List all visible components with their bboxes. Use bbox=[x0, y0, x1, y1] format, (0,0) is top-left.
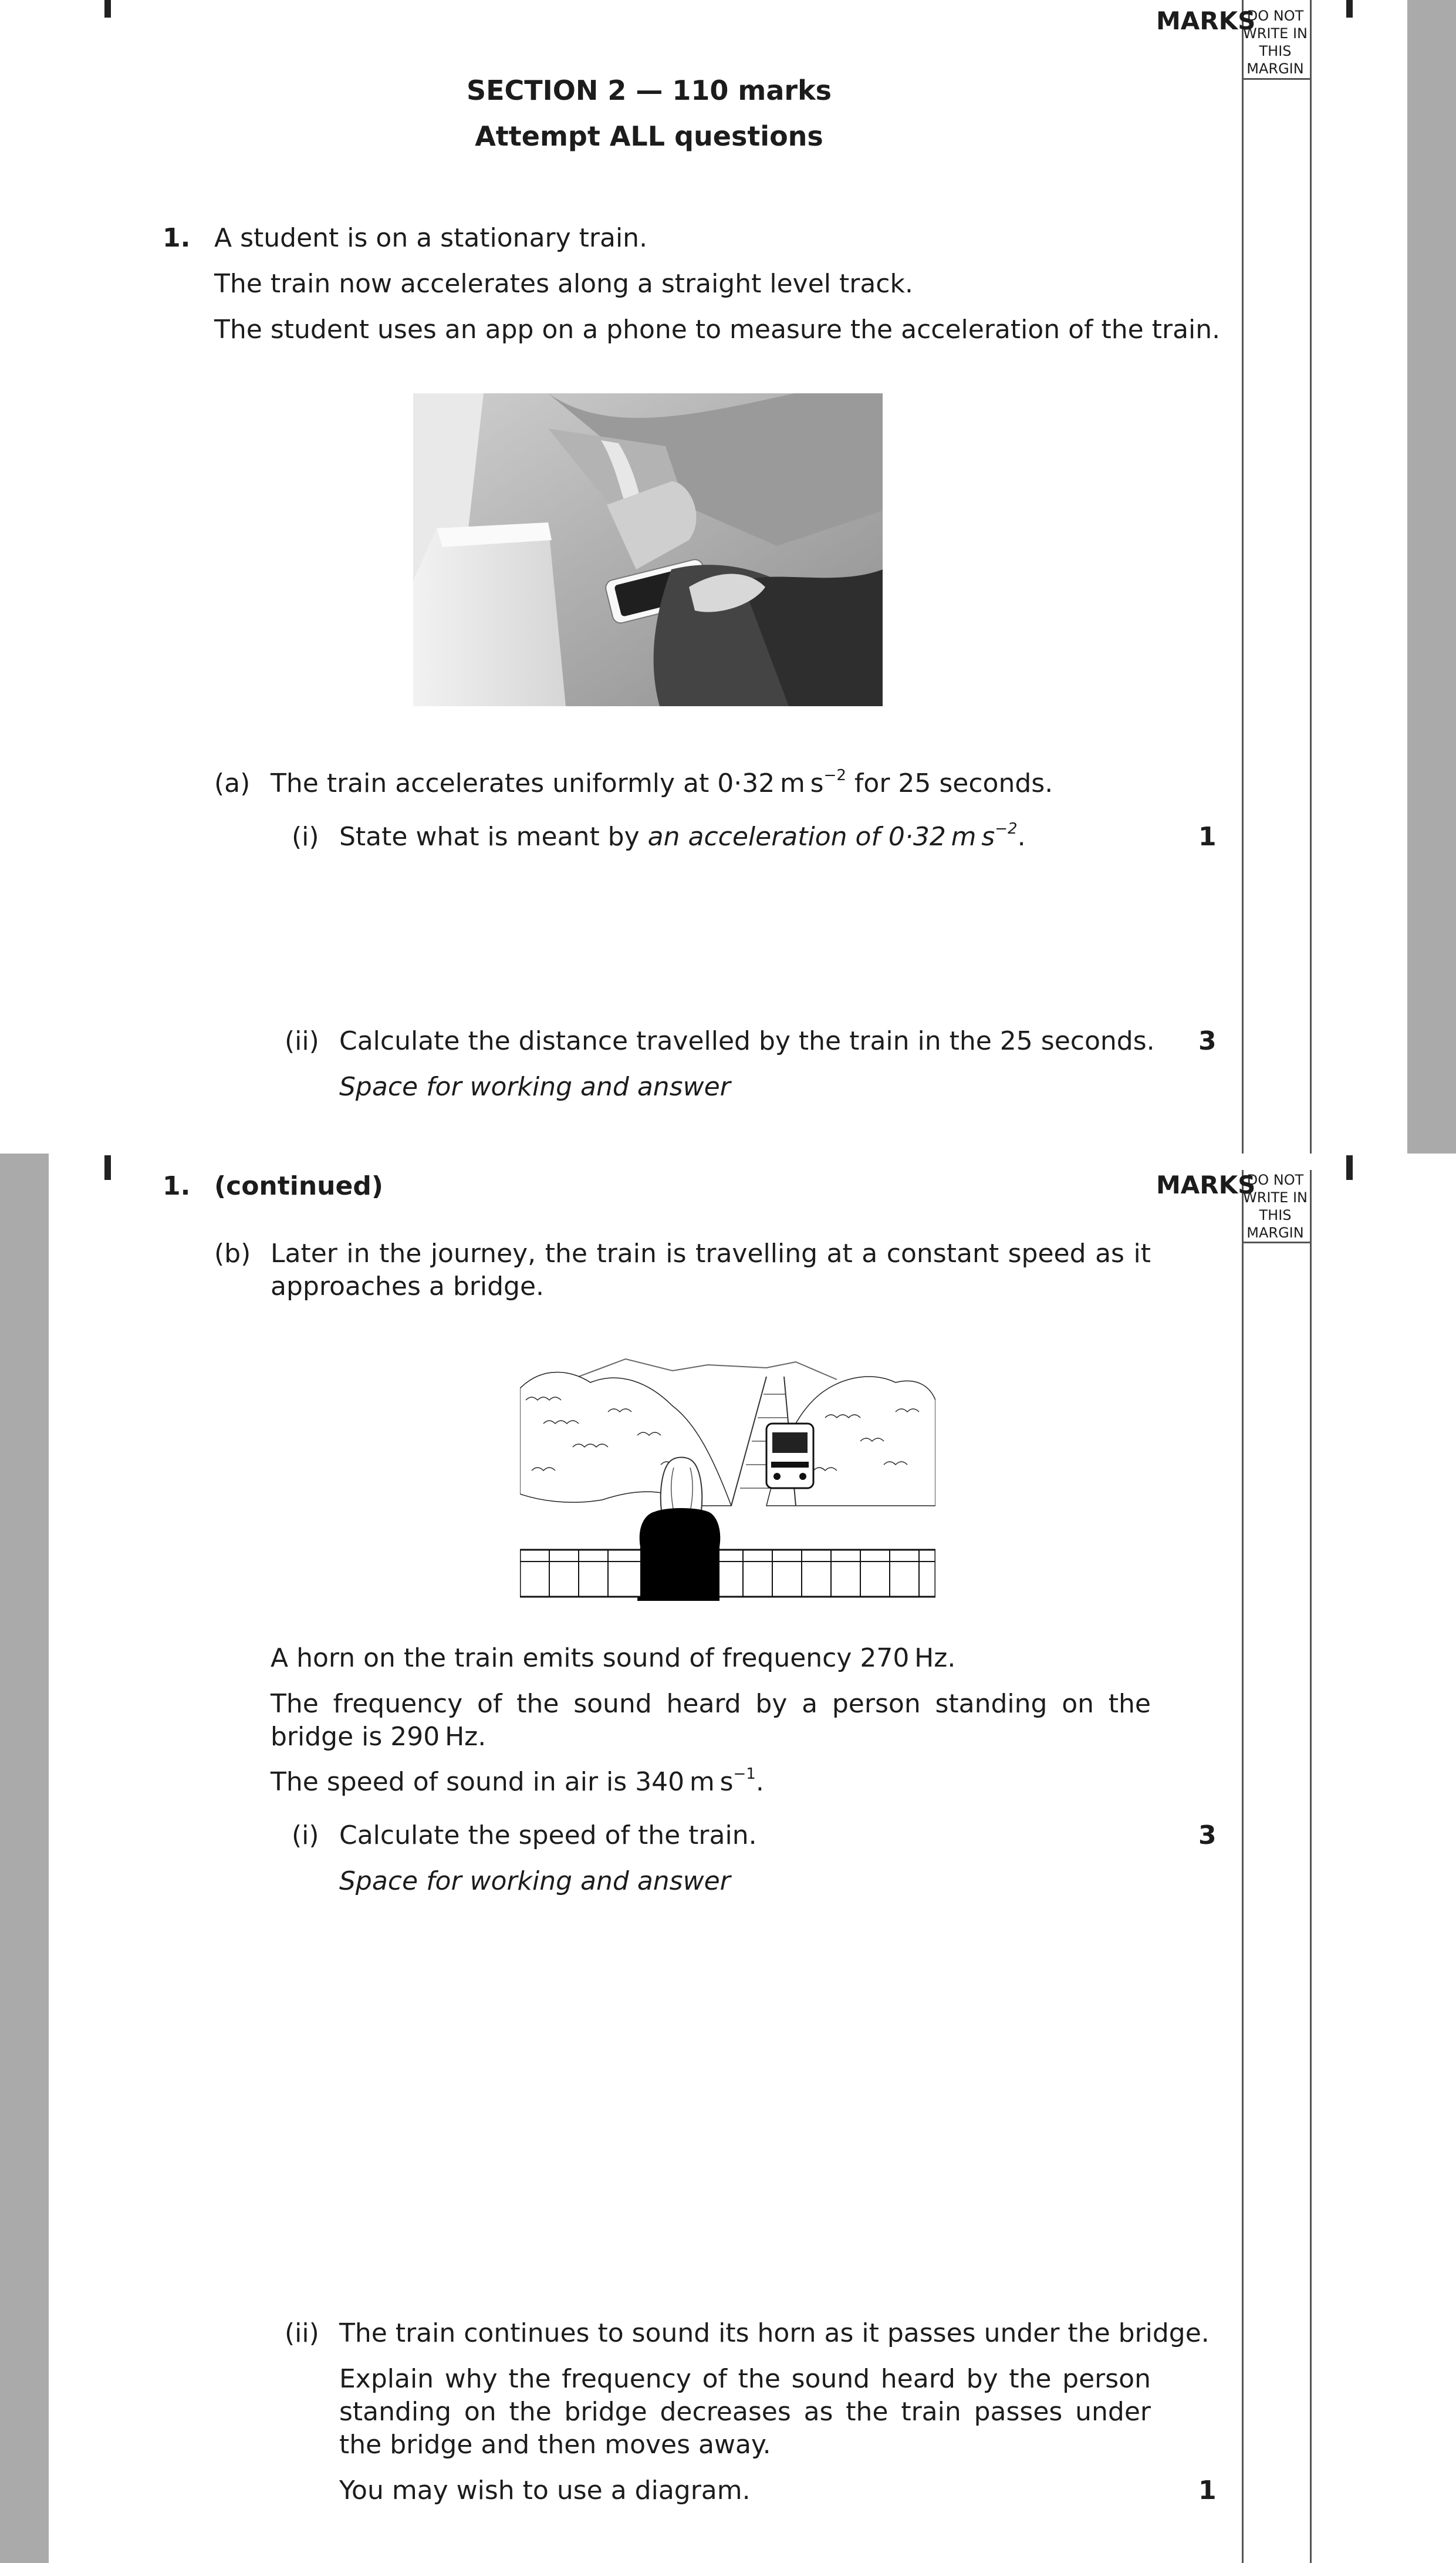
part-a-text: The train accelerates uniformly at 0·32 m $s^{-2}$ for 25 seconds. bbox=[271, 767, 1053, 798]
working-space-label: Space for working and answer bbox=[339, 1072, 731, 1102]
part-aii-label: (ii) bbox=[285, 1026, 319, 1056]
page-edge bbox=[0, 1154, 49, 2563]
question-number: 1. bbox=[163, 1171, 191, 1201]
intro-line: The student uses an app on a phone to measure the acceleration of the train. bbox=[214, 315, 1221, 345]
intro-line: A student is on a stationary train. bbox=[214, 223, 648, 253]
working-space-label: Space for working and answer bbox=[339, 1866, 731, 1896]
phone-on-train-photo bbox=[413, 393, 883, 706]
horn-frequency-text: A horn on the train emits sound of frequency 270 Hz. bbox=[271, 1643, 956, 1673]
part-ai-marks: 1 bbox=[1198, 822, 1217, 852]
continued-label: (continued) bbox=[214, 1171, 383, 1201]
question-number: 1. bbox=[163, 223, 191, 253]
part-bii-explain: Explain why the frequency of the sound heard by the person standing on the bridge decreases as the train passes under the bridge and then moves away. bbox=[339, 2364, 1151, 2460]
margin-line-right bbox=[1310, 0, 1312, 1154]
do-not-write-note: DO NOT WRITE IN THIS MARGIN bbox=[1243, 1172, 1308, 1241]
do-not-write-note: DO NOT WRITE IN THIS MARGIN bbox=[1243, 8, 1308, 77]
part-bi-marks: 3 bbox=[1198, 1820, 1217, 1850]
part-b-label: (b) bbox=[214, 1239, 251, 1269]
exam-page-2 bbox=[0, 1154, 1456, 2563]
part-bii-label: (ii) bbox=[285, 2318, 319, 2348]
registration-mark bbox=[104, 0, 111, 18]
margin-divider bbox=[1242, 1242, 1312, 1243]
heard-frequency-text: The frequency of the sound heard by a person standing on the bridge is 290 Hz. bbox=[271, 1689, 1151, 1752]
part-bi-label: (i) bbox=[292, 1820, 319, 1850]
registration-mark bbox=[1346, 0, 1353, 18]
speed-of-sound-text: The speed of sound in air is 340 m $s^{-1}$. bbox=[271, 1765, 764, 1797]
registration-mark bbox=[1346, 1155, 1353, 1180]
part-aii-text: Calculate the distance travelled by the train in the 25 seconds. bbox=[339, 1026, 1155, 1056]
part-bii-diagram-note: You may wish to use a diagram. bbox=[339, 2476, 751, 2505]
attempt-instruction: Attempt ALL questions bbox=[475, 120, 823, 152]
part-a-label: (a) bbox=[214, 768, 251, 798]
intro-line: The train now accelerates along a straight level track. bbox=[214, 269, 913, 299]
part-b-text: Later in the journey, the train is travelling at a constant speed as it approaches a bridge. bbox=[271, 1239, 1151, 1301]
margin-line-left bbox=[1242, 1170, 1244, 2563]
exam-page-1 bbox=[0, 0, 1456, 1154]
part-aii-marks: 3 bbox=[1198, 1026, 1217, 1056]
page-edge bbox=[1407, 0, 1456, 1154]
train-bridge-illustration bbox=[520, 1353, 935, 1601]
part-ai-label: (i) bbox=[292, 822, 319, 852]
part-ai-text: State what is meant by an acceleration of 0·32 m $s^{-2}$. bbox=[339, 820, 1026, 852]
section-title: SECTION 2 — 110 marks bbox=[466, 75, 832, 106]
marks-header: MARKS bbox=[1156, 6, 1256, 35]
margin-line-right bbox=[1310, 1170, 1312, 2563]
registration-mark bbox=[104, 1155, 111, 1180]
marks-header: MARKS bbox=[1156, 1171, 1256, 1199]
part-bi-text: Calculate the speed of the train. bbox=[339, 1820, 757, 1850]
part-bii-text: The train continues to sound its horn as it passes under the bridge. bbox=[339, 2318, 1210, 2348]
part-bii-marks: 1 bbox=[1198, 2476, 1217, 2505]
margin-line-left bbox=[1242, 0, 1244, 1154]
